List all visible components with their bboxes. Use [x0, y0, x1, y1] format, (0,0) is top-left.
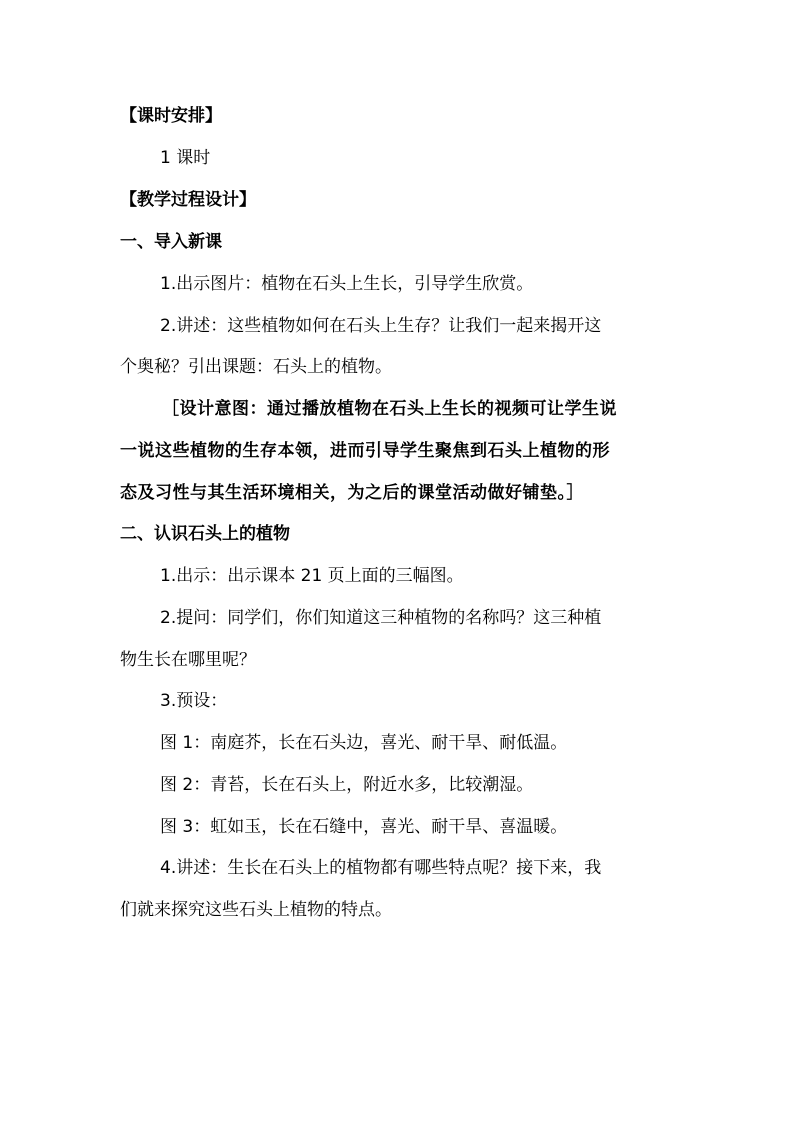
lesson-schedule-heading: 【课时安排】 [120, 106, 222, 126]
section1-item2-line2: 个奥秘？引出课题：石头上的植物。 [120, 357, 392, 377]
section2-item1: 1.出示：出示课本 21 页上面的三幅图。 [160, 566, 464, 586]
design-intent-line3: 态及习性与其生活环境相关，为之后的课堂活动做好铺垫。］ [120, 483, 584, 503]
section1-item2-line1: 2.讲述：这些植物如何在石头上生存？让我们一起来揭开这 [160, 316, 602, 336]
lesson-duration: 1 课时 [160, 148, 211, 168]
section2-item4-line2: 们就来探究这些石头上植物的特点。 [120, 900, 392, 920]
section2-item2-line2: 物生长在哪里呢？ [120, 650, 256, 670]
section2-item3: 3.预设： [160, 691, 228, 711]
process-design-heading: 【教学过程设计】 [120, 190, 256, 210]
section2-heading: 二、认识石头上的植物 [120, 524, 290, 544]
section2-item4-line1: 4.讲述：生长在石头上的植物都有哪些特点呢？接下来，我 [160, 858, 602, 878]
design-intent-line1: ［设计意图：通过播放植物在石头上生长的视频可让学生说 [162, 399, 617, 419]
design-intent-line2: 一说这些植物的生存本领，进而引导学生聚焦到石头上植物的形 [120, 441, 610, 461]
figure2-description: 图 2：青苔，长在石头上，附近水多，比较潮湿。 [160, 775, 534, 795]
section1-heading: 一、导入新课 [120, 232, 222, 252]
section2-item2-line1: 2.提问：同学们，你们知道这三种植物的名称吗？这三种植 [160, 608, 602, 628]
section1-item1: 1.出示图片：植物在石头上生长，引导学生欣赏。 [160, 274, 534, 294]
figure1-description: 图 1：南庭芥，长在石头边，喜光、耐干旱、耐低温。 [160, 733, 568, 753]
figure3-description: 图 3：虹如玉，长在石缝中，喜光、耐干旱、喜温暖。 [160, 817, 568, 837]
